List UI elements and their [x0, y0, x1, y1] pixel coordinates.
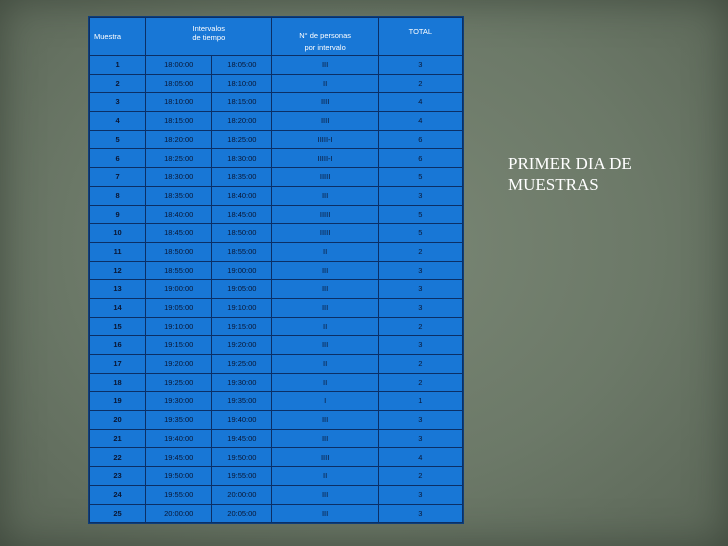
cell-conteo: III	[272, 504, 378, 523]
cell-fin: 18:25:00	[212, 130, 272, 149]
cell-fin: 19:25:00	[212, 355, 272, 374]
cell-fin: 20:05:00	[212, 504, 272, 523]
cell-inicio: 19:50:00	[146, 467, 212, 486]
table-row	[90, 93, 463, 112]
cell-muestra: 19	[90, 392, 146, 411]
cell-fin: 19:35:00	[212, 392, 272, 411]
cell-total: 4	[378, 93, 462, 112]
cell-fin: 20:00:00	[212, 485, 272, 504]
cell-inicio: 19:25:00	[146, 373, 212, 392]
cell-muestra: 7	[90, 168, 146, 187]
cell-inicio: 18:15:00	[146, 112, 212, 131]
cell-conteo: IIII	[272, 112, 378, 131]
cell-inicio: 18:35:00	[146, 186, 212, 205]
cell-inicio: 19:10:00	[146, 317, 212, 336]
samples-table	[88, 16, 464, 524]
cell-muestra: 15	[90, 317, 146, 336]
cell-fin: 19:40:00	[212, 411, 272, 430]
cell-conteo: I	[272, 392, 378, 411]
cell-fin: 18:20:00	[212, 112, 272, 131]
cell-conteo: IIIII-I	[272, 130, 378, 149]
header-intervalos-line1: Intervalos	[192, 24, 226, 33]
cell-fin: 19:55:00	[212, 467, 272, 486]
cell-inicio: 18:25:00	[146, 149, 212, 168]
cell-muestra: 3	[90, 93, 146, 112]
cell-inicio: 19:30:00	[146, 392, 212, 411]
cell-total: 2	[378, 317, 462, 336]
cell-fin: 18:45:00	[212, 205, 272, 224]
table-row	[90, 112, 463, 131]
cell-inicio: 18:30:00	[146, 168, 212, 187]
cell-inicio: 19:05:00	[146, 298, 212, 317]
header-total: TOTAL	[378, 18, 462, 56]
table-row	[90, 242, 463, 261]
header-personas	[272, 18, 378, 56]
header-personas-line1: N° de personas	[299, 30, 351, 40]
cell-total: 4	[378, 112, 462, 131]
cell-conteo: III	[272, 336, 378, 355]
cell-inicio: 18:05:00	[146, 74, 212, 93]
header-muestra: Muestra	[90, 18, 146, 56]
cell-fin: 19:45:00	[212, 429, 272, 448]
table-row	[90, 261, 463, 280]
cell-inicio: 18:45:00	[146, 224, 212, 243]
samples-table-grid	[89, 17, 463, 523]
cell-total: 5	[378, 168, 462, 187]
table-row	[90, 224, 463, 243]
table-row	[90, 130, 463, 149]
cell-muestra: 25	[90, 504, 146, 523]
cell-muestra: 17	[90, 355, 146, 374]
cell-fin: 19:05:00	[212, 280, 272, 299]
cell-conteo: IIII	[272, 93, 378, 112]
cell-conteo: III	[272, 411, 378, 430]
table-row	[90, 74, 463, 93]
cell-fin: 18:35:00	[212, 168, 272, 187]
cell-conteo: II	[272, 373, 378, 392]
cell-conteo: II	[272, 355, 378, 374]
cell-muestra: 18	[90, 373, 146, 392]
cell-total: 2	[378, 242, 462, 261]
cell-fin: 19:50:00	[212, 448, 272, 467]
cell-muestra: 1	[90, 56, 146, 75]
table-row	[90, 168, 463, 187]
cell-total: 4	[378, 448, 462, 467]
side-label-line1: PRIMER DIA DE	[508, 154, 632, 173]
cell-muestra: 23	[90, 467, 146, 486]
cell-fin: 19:15:00	[212, 317, 272, 336]
cell-conteo: II	[272, 317, 378, 336]
side-label-line2: MUESTRAS	[508, 174, 599, 194]
table-row	[90, 149, 463, 168]
table-row	[90, 317, 463, 336]
cell-muestra: 20	[90, 411, 146, 430]
cell-conteo: III	[272, 186, 378, 205]
table-row	[90, 336, 463, 355]
cell-total: 3	[378, 411, 462, 430]
table-row	[90, 467, 463, 486]
cell-total: 5	[378, 205, 462, 224]
cell-total: 6	[378, 149, 462, 168]
cell-total: 3	[378, 280, 462, 299]
table-header-row	[90, 18, 463, 56]
table-row	[90, 504, 463, 523]
cell-total: 3	[378, 336, 462, 355]
table-row	[90, 205, 463, 224]
table-row	[90, 429, 463, 448]
cell-total: 2	[378, 74, 462, 93]
cell-fin: 18:50:00	[212, 224, 272, 243]
cell-inicio: 18:20:00	[146, 130, 212, 149]
cell-conteo: III	[272, 429, 378, 448]
cell-conteo: III	[272, 56, 378, 75]
table-row	[90, 186, 463, 205]
cell-muestra: 8	[90, 186, 146, 205]
cell-inicio: 19:35:00	[146, 411, 212, 430]
cell-conteo: IIII	[272, 448, 378, 467]
cell-total: 3	[378, 56, 462, 75]
cell-conteo: IIIII-I	[272, 149, 378, 168]
cell-total: 3	[378, 504, 462, 523]
table-row	[90, 355, 463, 374]
cell-inicio: 19:40:00	[146, 429, 212, 448]
side-label	[508, 154, 658, 195]
table-row	[90, 485, 463, 504]
cell-muestra: 10	[90, 224, 146, 243]
cell-inicio: 19:45:00	[146, 448, 212, 467]
cell-muestra: 13	[90, 280, 146, 299]
cell-muestra: 22	[90, 448, 146, 467]
cell-muestra: 12	[90, 261, 146, 280]
cell-muestra: 24	[90, 485, 146, 504]
cell-inicio: 20:00:00	[146, 504, 212, 523]
cell-fin: 19:30:00	[212, 373, 272, 392]
cell-total: 6	[378, 130, 462, 149]
cell-conteo: IIIII	[272, 224, 378, 243]
cell-muestra: 5	[90, 130, 146, 149]
cell-fin: 18:15:00	[212, 93, 272, 112]
cell-conteo: II	[272, 74, 378, 93]
header-intervalos	[146, 18, 272, 56]
cell-total: 3	[378, 429, 462, 448]
cell-fin: 19:10:00	[212, 298, 272, 317]
cell-inicio: 19:55:00	[146, 485, 212, 504]
cell-inicio: 19:00:00	[146, 280, 212, 299]
cell-muestra: 6	[90, 149, 146, 168]
cell-inicio: 18:50:00	[146, 242, 212, 261]
cell-inicio: 18:10:00	[146, 93, 212, 112]
table-row	[90, 280, 463, 299]
header-personas-line2: por intervalo	[304, 42, 346, 52]
cell-muestra: 21	[90, 429, 146, 448]
cell-inicio: 18:55:00	[146, 261, 212, 280]
cell-muestra: 11	[90, 242, 146, 261]
cell-muestra: 16	[90, 336, 146, 355]
cell-conteo: IIIII	[272, 168, 378, 187]
cell-total: 3	[378, 186, 462, 205]
cell-total: 2	[378, 355, 462, 374]
cell-total: 2	[378, 373, 462, 392]
cell-muestra: 2	[90, 74, 146, 93]
table-row	[90, 392, 463, 411]
cell-inicio: 18:00:00	[146, 56, 212, 75]
table-row	[90, 373, 463, 392]
table-row	[90, 411, 463, 430]
cell-inicio: 18:40:00	[146, 205, 212, 224]
header-intervalos-line2: de tiempo	[192, 33, 226, 43]
cell-conteo: III	[272, 280, 378, 299]
cell-fin: 18:10:00	[212, 74, 272, 93]
cell-conteo: II	[272, 242, 378, 261]
cell-fin: 18:30:00	[212, 149, 272, 168]
cell-total: 3	[378, 485, 462, 504]
table-row	[90, 448, 463, 467]
cell-conteo: III	[272, 485, 378, 504]
cell-inicio: 19:20:00	[146, 355, 212, 374]
cell-muestra: 9	[90, 205, 146, 224]
cell-inicio: 19:15:00	[146, 336, 212, 355]
cell-total: 3	[378, 261, 462, 280]
cell-conteo: III	[272, 261, 378, 280]
cell-total: 3	[378, 298, 462, 317]
cell-total: 2	[378, 467, 462, 486]
cell-muestra: 4	[90, 112, 146, 131]
cell-conteo: III	[272, 298, 378, 317]
cell-fin: 18:40:00	[212, 186, 272, 205]
cell-conteo: IIIII	[272, 205, 378, 224]
cell-total: 1	[378, 392, 462, 411]
cell-fin: 19:00:00	[212, 261, 272, 280]
table-row	[90, 298, 463, 317]
cell-total: 5	[378, 224, 462, 243]
table-row	[90, 56, 463, 75]
cell-fin: 18:05:00	[212, 56, 272, 75]
cell-conteo: II	[272, 467, 378, 486]
cell-muestra: 14	[90, 298, 146, 317]
cell-fin: 18:55:00	[212, 242, 272, 261]
cell-fin: 19:20:00	[212, 336, 272, 355]
